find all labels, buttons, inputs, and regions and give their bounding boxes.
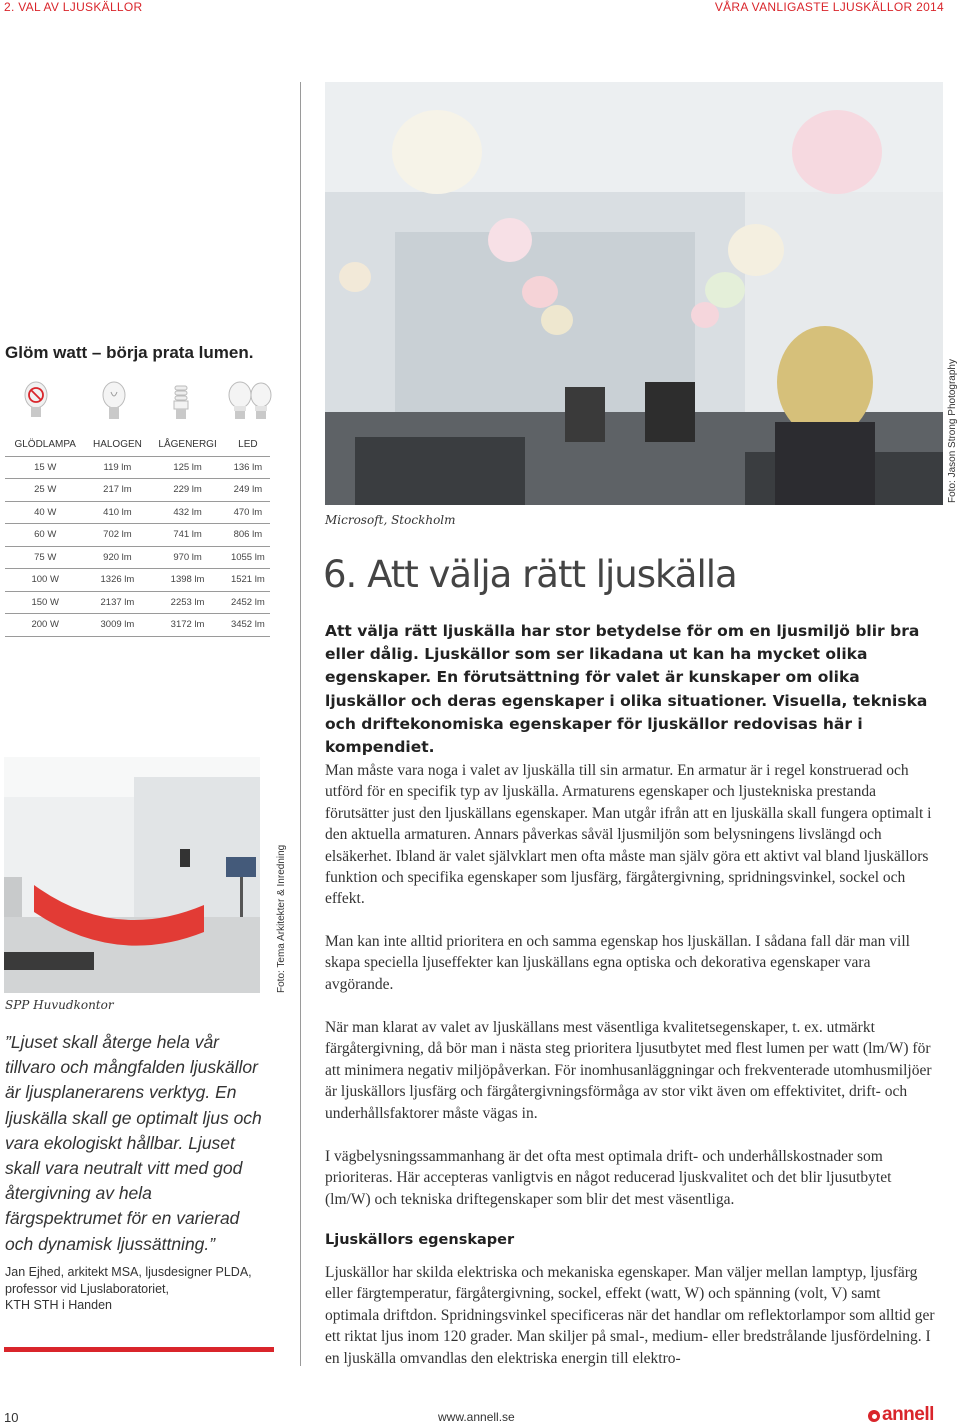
table-cell: 2137 lm	[85, 591, 149, 614]
logo-wordmark: annell	[882, 1404, 934, 1425]
table-row	[5, 569, 270, 592]
body-paragraph: När man klarat av valet av ljuskällans mest väsentliga kvalitetsegenskaper, t. ex. utmärkt färgåtergivning, då bör man i nästa steg prioritera ljusutbytet med flest lumen per watt (lm/W) för att minimera negativ miljöpåverkan. För inomhusanläggningar och frekventerade utomhusmiljöer är ljuskällors ljusfärg och färgåtergivningsförmåga av stor vikt även om effektivitet, drift- och underhållsfaktorer måste vägas in.	[325, 1019, 932, 1122]
table-cell: 3452 lm	[226, 614, 270, 637]
table-cell: 249 lm	[226, 479, 270, 502]
table-cell: 15 W	[5, 456, 85, 479]
column-header: HALOGEN	[92, 439, 142, 451]
table-cell: 702 lm	[85, 524, 149, 547]
lumen-comparison-table	[5, 434, 270, 637]
table-row	[5, 546, 270, 569]
photo-caption: SPP Huvudkontor	[5, 998, 114, 1012]
page-number: 10	[4, 1410, 19, 1425]
photo-caption: Microsoft, Stockholm	[325, 513, 456, 527]
table-row	[5, 501, 270, 524]
table-cell: 136 lm	[226, 456, 270, 479]
running-header-right: VÅRA VANLIGASTE LJUSKÄLLOR 2014	[714, 0, 944, 14]
logo-mark-icon	[868, 1410, 880, 1422]
table-cell: 229 lm	[149, 479, 225, 502]
table-row	[5, 591, 270, 614]
quote-attribution-line: professor vid Ljuslaboratoriet,	[5, 1281, 169, 1296]
table-cell: 2253 lm	[149, 591, 225, 614]
halogen-bulb-icon	[99, 380, 129, 426]
table-row	[5, 479, 270, 502]
body-paragraph: I vägbelysningssammanhang är det ofta mest optimala drift- och underhållskostnader som prioriteras. Här accepteras vanligtvis en något reducerad ljuskvalitet och det blir ljusutbytet (lm/W) och tekniska driftegenskaper som blir det mest väsentliga.	[325, 1148, 892, 1208]
table-cell: 3009 lm	[85, 614, 149, 637]
table-cell: 40 W	[5, 501, 85, 524]
subheading: Ljuskällors egenskaper	[325, 1232, 515, 1248]
column-divider	[300, 82, 301, 1366]
table-cell: 920 lm	[85, 546, 149, 569]
table-cell: 100 W	[5, 569, 85, 592]
table-cell: 741 lm	[149, 524, 225, 547]
table-cell: 410 lm	[85, 501, 149, 524]
table-cell: 1521 lm	[226, 569, 270, 592]
body-paragraph: Man måste vara noga i valet av ljuskälla till sin armatur. En armatur är i regel konstruerad och utförd för en specifik typ av ljuskälla. Armaturens egenskaper och ljustekniska prestanda förutsätter just den ljuskällans egenskaper. Man utgår ifrån att en ljuskälla skall fungera optimalt i den aktuella armaturen. Annars påverkas såväl ljusmiljön som belysningens livslängd och elsäkerhet. Ibland är valet självklart men ofta måste man själv göra ett aktivt val bland ljuskällors funktion och specifika egenskaper som ljusfärg, färgåtergivning, spridningsvinkel, sockel och effekt.	[325, 762, 932, 908]
pull-quote: ”Ljuset skall återge hela vår tillvaro och mångfalden ljuskällor är ljusplanerarens verktyg. En ljuskälla skall ge optimalt ljus och vara ekologiskt hållbar. Ljuset skall vara neutralt vitt med god återgivning av hela färgspektrumet för en varierad och dynamisk ljussättning.”	[5, 1032, 262, 1254]
table-cell: 2452 lm	[226, 591, 270, 614]
table-cell: 3172 lm	[149, 614, 225, 637]
annell-logo	[868, 1404, 948, 1426]
table-cell: 432 lm	[149, 501, 225, 524]
bulb-icons-row	[5, 380, 270, 430]
quote-attribution-line: Jan Ejhed, arkitekt MSA, ljusdesigner PLDA,	[5, 1265, 252, 1279]
table-cell: 806 lm	[226, 524, 270, 547]
column-header: GLÖDLAMPA	[14, 439, 76, 451]
table-cell: 60 W	[5, 524, 85, 547]
table-cell: 470 lm	[226, 501, 270, 524]
body-paragraph: Man kan inte alltid prioritera en och samma egenskap hos ljuskällan. I sådana fall där man vill skapa speciella ljuseffekter kan ljuskällans egna optiska och dekorativa egenskaper vara avgörande.	[325, 933, 910, 993]
table-cell: 200 W	[5, 614, 85, 637]
table-cell: 125 lm	[149, 456, 225, 479]
photo-credit: Foto: Tema Arkitekter & Inredning	[276, 844, 287, 993]
section-heading: 6. Att välja rätt ljuskälla	[323, 553, 737, 596]
table-cell: 119 lm	[85, 456, 149, 479]
table-header-row	[5, 434, 270, 456]
table-cell: 1326 lm	[85, 569, 149, 592]
office-photo	[325, 82, 943, 505]
low-energy-bulb-icon	[166, 380, 196, 426]
photo-credit: Foto: Jason Strong Photography	[947, 359, 958, 503]
led-bulb-icon	[246, 380, 276, 426]
reception-photo	[4, 757, 260, 993]
incandescent-banned-icon	[21, 380, 51, 426]
quote-attribution	[5, 1264, 270, 1314]
table-row	[5, 524, 270, 547]
table-cell: 25 W	[5, 479, 85, 502]
table-cell: 1398 lm	[149, 569, 225, 592]
column-header: LÅGENERGI	[158, 439, 217, 451]
accent-bar	[4, 1347, 274, 1352]
column-header: LED	[238, 439, 258, 451]
footer-url[interactable]: www.annell.se	[438, 1410, 515, 1424]
running-header-left: 2. VAL AV LJUSKÄLLOR	[4, 0, 143, 14]
quote-attribution-line: KTH STH i Handen	[5, 1298, 112, 1312]
body-paragraph: Ljuskällor har skilda elektriska och mekaniska egenskaper. Man väljer mellan lamptyp, ljusfärg eller färgtemperatur, färgåtergivning, sockel, effekt (watt, W) och spänning (volt, V) samt optimala driftdon. Spridningsvinkel specificeras när det handlar om reflektorlampor som alltid ger ett riktat ljus inom 120 grader. Man skiljer på smal-, medium- eller bredstrålande ljusfördelning. I en ljuskälla omvandlas den elektriska energin till elektro-	[325, 1264, 935, 1367]
table-cell: 150 W	[5, 591, 85, 614]
table-row	[5, 614, 270, 637]
table-cell: 970 lm	[149, 546, 225, 569]
intro-paragraph: Att välja rätt ljuskälla har stor betydelse för om en ljusmiljö blir bra eller dålig. Ljuskällor som ser likadana ut kan ha mycket olika egenskaper. En förutsättning för valet är kunskaper om olika ljuskällor och deras egenskaper i olika situationer. Visuella, tekniska och driftekonomiska egenskaper för ljuskällor redovisas här i kompendiet.	[325, 622, 928, 757]
table-cell: 217 lm	[85, 479, 149, 502]
table-cell: 75 W	[5, 546, 85, 569]
table-row	[5, 456, 270, 479]
lumen-table-title: Glöm watt – börja prata lumen.	[5, 343, 254, 362]
table-cell: 1055 lm	[226, 546, 270, 569]
